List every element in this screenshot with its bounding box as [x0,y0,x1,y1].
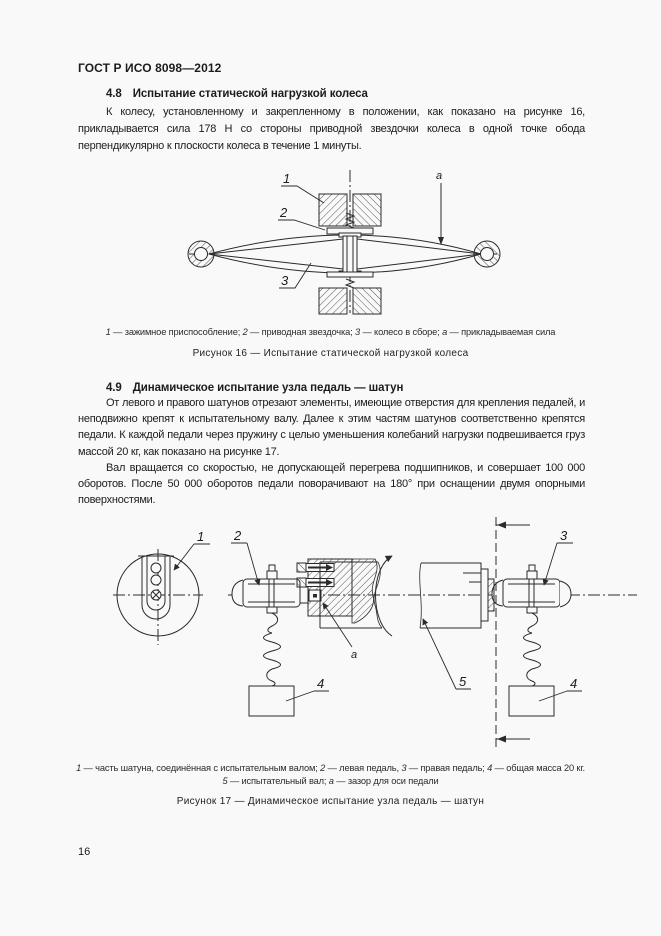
legend-key: 2 [320,763,326,773]
legend-key: 3 [355,327,361,337]
part-label-1: 1 [197,529,205,544]
page-number: 16 [78,846,91,858]
gap-label-a: а [351,649,358,661]
part-label-4-left: 4 [317,676,325,691]
figure16-legend [40,327,621,337]
wheel-assembly [188,233,500,275]
legend-text: — приводная звездочка; [247,327,355,337]
legend-key: 4 [487,763,493,773]
crank-block [297,559,377,623]
figure-17-drawing [83,511,645,763]
section-4-8-heading [106,88,586,100]
figure16-caption: Рисунок 16 — Испытание статической нагрузкой колеса [192,348,469,359]
force-arrow [438,183,444,245]
section-4-9-paragraph-2: Вал вращается со скоростью, не допускающей перегрева подшипников, и совершает 100 000 оборотов. После 50 000 оборотов педали поворачивают на 180° при оснащении двумя опорными поверхностями. [78,461,585,507]
legend-key: 3 [401,763,407,773]
legend-text: — зажимное приспособление; [110,327,243,337]
section-4-8-paragraph: К колесу, установленному и закрепленному в положении, как показано на рисунке 16, прикладывается сила 178 Н со стороны приводной звездочки колеса в одной точке обода перпендикулярно к плоскости колеса в течение 1 минуты. [78,106,585,152]
left-pedal-assembly [232,565,300,716]
legend-key: 1 [76,763,82,773]
legend-text: — правая педаль; [406,763,488,773]
legend-text: — левая педаль, [325,763,402,773]
document-header: ГОСТ Р ИСО 8098—2012 [78,61,222,75]
rotation-arrow [376,556,393,636]
part-label-3: 3 [281,273,289,288]
part-label-2: 2 [280,205,288,220]
legend-text: — общая масса 20 кг. [492,763,585,773]
legend-text: — испытательный вал; [227,776,329,786]
section-4-9-heading [106,382,586,394]
part-label-5: 5 [459,674,467,689]
legend-text: — прикладываемая сила [447,327,556,337]
legend-key: а [328,776,334,786]
legend-key: 2 [242,327,248,337]
part-label-2: 2 [234,528,242,543]
section-title: Испытание статической нагрузкой колеса [132,88,368,100]
part-label-3: 3 [560,528,568,543]
legend-text: — колесо в сборе; [360,327,443,337]
force-label-a: а [436,170,443,182]
part-label-1: 1 [283,171,291,186]
legend-key: а [442,327,448,337]
legend-text: — зазор для оси педали [333,776,439,786]
figure-16-drawing [183,166,503,316]
legend-key: 1 [105,327,111,337]
part-label-4-right: 4 [570,676,578,691]
section-number: 4.9 [106,382,122,394]
legend-text: — часть шатуна, соединённая с испытательным валом; [81,763,321,773]
right-pedal-assembly [492,565,560,716]
section-title: Динамическое испытание узла педаль — шатун [132,382,404,394]
figure17-legend-line1 [40,762,621,775]
figure17-legend [40,762,621,788]
section-4-9-body [78,395,585,508]
figure17-caption: Рисунок 17 — Динамическое испытание узла педаль — шатун [176,796,485,807]
figure17-legend-line2 [40,775,621,788]
leader-lines [174,543,582,701]
legend-key: 5 [222,776,228,786]
section-number: 4.8 [106,88,122,100]
section-4-9-paragraph-1: От левого и правого шатунов отрезают элементы, имеющие отверстия для крепления педалей, и неподвижно крепят к испытательному валу. Далее к этим частям шатунов соответственно крепятся педали. К каждой педали через пружину с целью уменьшения колебаний нагрузки подвешивается груз массой 20 кг, как показано на рисунке 17. [78,397,585,458]
right-pedal-end-cap [560,581,571,607]
